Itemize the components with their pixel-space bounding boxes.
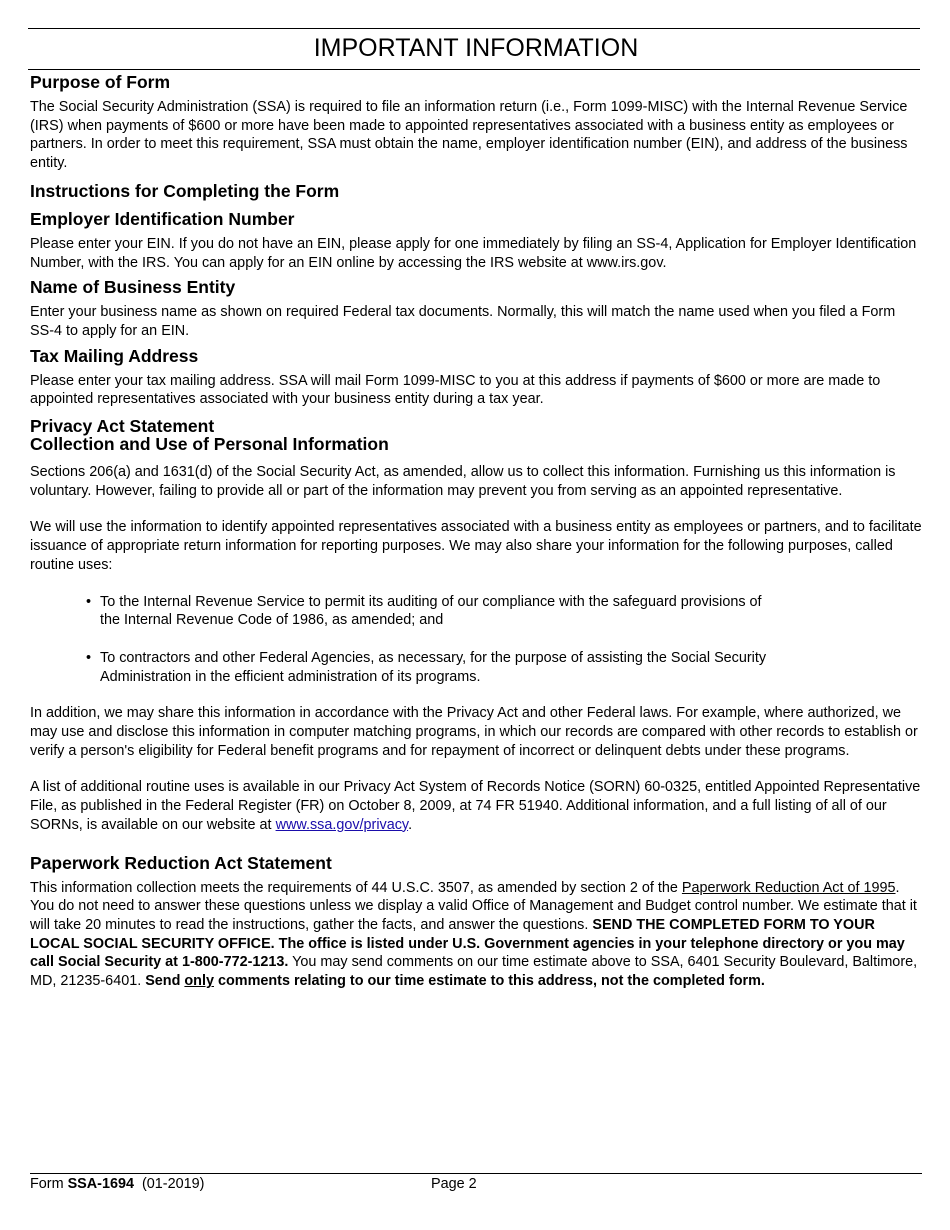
paperwork-text — [30, 879, 922, 991]
privacy-para-4-end: . — [408, 816, 413, 833]
form-number: SSA-1694 — [67, 1176, 134, 1192]
pra-link[interactable]: Paperwork Reduction Act of 1995 — [681, 879, 896, 896]
purpose-text: The Social Security Administration (SSA) is required to file an information return (i.e., Form 1099-MISC) with the Internal Revenue Service (IRS) when payments of $600 or more have been made to appointed representatives associated with a business entity as employees or partners. In order to meet this requirement, SSA must obtain the name, employer identification number (EIN), and address of the business entity. — [30, 99, 908, 172]
privacy-heading: Privacy Act Statement — [30, 416, 215, 437]
paperwork-bold-3: comments relating to our time estimate to this address, not the completed form. — [213, 973, 765, 990]
paperwork-text-2: . You do not need to answer these questions unless we display a valid Office of Management and Budget control number. We estimate that it will take 20 minutes to read the instructions, gather the facts, and answer the questions. — [30, 879, 917, 933]
business-name-heading: Name of Business Entity — [30, 277, 236, 298]
page-footer — [30, 1173, 922, 1192]
routine-use-item: • To the Internal Revenue Service to permit its auditing of our compliance with the safeguard provisions of the Internal Revenue Code of 1986, as amended; and — [86, 593, 780, 630]
privacy-para-4 — [30, 778, 922, 834]
page-title: IMPORTANT INFORMATION — [313, 34, 639, 62]
privacy-para-4-text: A list of additional routine uses is available in our Privacy Act System of Records Notice (SORN) 60-0325, entitled Appointed Representative File, as published in the Federal Register (FR) on October 8, 2009, at 74 FR 51940. Additional information, and a full listing of all of our SORNs, is available on our website at — [30, 779, 921, 833]
privacy-para-1: Sections 206(a) and 1631(d) of the Social Security Act, as amended, allow us to collect this information. Furnishing us this information is voluntary. However, failing to provide all or part of the information may prevent you from serving as an appointed representative. — [30, 464, 896, 499]
form-id — [30, 1175, 204, 1193]
page-number: Page 2 — [431, 1176, 477, 1192]
paperwork-bold-only: only — [184, 973, 214, 990]
ein-text: Please enter your EIN. If you do not have an EIN, please apply for one immediately by filing an SS-4, Application for Employer Identification Number, with the IRS. You can apply for an EIN online by accessing the IRS website at www.irs.gov. — [30, 235, 917, 271]
paperwork-bold-1: SEND THE COMPLETED FORM TO YOUR LOCAL SOCIAL SECURITY OFFICE. The office is listed under U.S. Government agencies in your telephone directory or you may call Social Security at 1-800-772-1213. — [30, 916, 905, 971]
purpose-heading: Purpose of Form — [30, 72, 171, 92]
paperwork-heading: Paperwork Reduction Act Statement — [30, 852, 332, 873]
form-date: (01-2019) — [133, 1176, 205, 1192]
privacy-para-2: We will use the information to identify appointed representatives associated with a business entity as employees or partners, and to facilitate issuance of appropriate return information for reporting purposes. We may also share your information for the following purposes, called routine uses: — [30, 519, 922, 573]
form-prefix: Form — [30, 1176, 68, 1192]
form-page — [30, 28, 922, 991]
privacy-link[interactable]: www.ssa.gov/privacy — [275, 816, 409, 833]
tax-address-text: Please enter your tax mailing address. SSA will mail Form 1099-MISC to you at this address if payments of $600 or more are made to appointed representatives associated with your business entity during a tax year. — [30, 372, 881, 408]
paperwork-text-1: This information collection meets the requirements of 44 U.S.C. 3507, as amended by section 2 of the — [30, 879, 682, 896]
paperwork-text-3: You may send comments on our time estimate above to SSA, 6401 Security Boulevard, Baltimore, MD, 21235-6401. — [30, 954, 918, 990]
ein-heading: Employer Identification Number — [30, 208, 295, 229]
routine-uses-list — [30, 593, 922, 687]
paperwork-bold-2: Send — [145, 973, 185, 990]
privacy-subheading: Collection and Use of Personal Information — [30, 434, 389, 455]
privacy-para-3: In addition, we may share this information in accordance with the Privacy Act and other Federal laws. For example, where authorized, we may use and disclose this information in computer matching programs, in which our records are compared with other records to establish or verify a person's eligibility for Federal benefit programs and for repayment of incorrect or delinquent debts under these programs. — [30, 705, 918, 759]
tax-address-heading: Tax Mailing Address — [30, 345, 199, 366]
title-rule — [28, 69, 920, 70]
business-name-text: Enter your business name as shown on required Federal tax documents. Normally, this will match the name used when you filed a Form SS-4 to apply for an EIN. — [30, 304, 896, 339]
routine-use-item: • To contractors and other Federal Agencies, as necessary, for the purpose of assisting the Social Security Administration in the efficient administration of its programs. — [86, 649, 780, 686]
instructions-heading: Instructions for Completing the Form — [30, 180, 340, 201]
